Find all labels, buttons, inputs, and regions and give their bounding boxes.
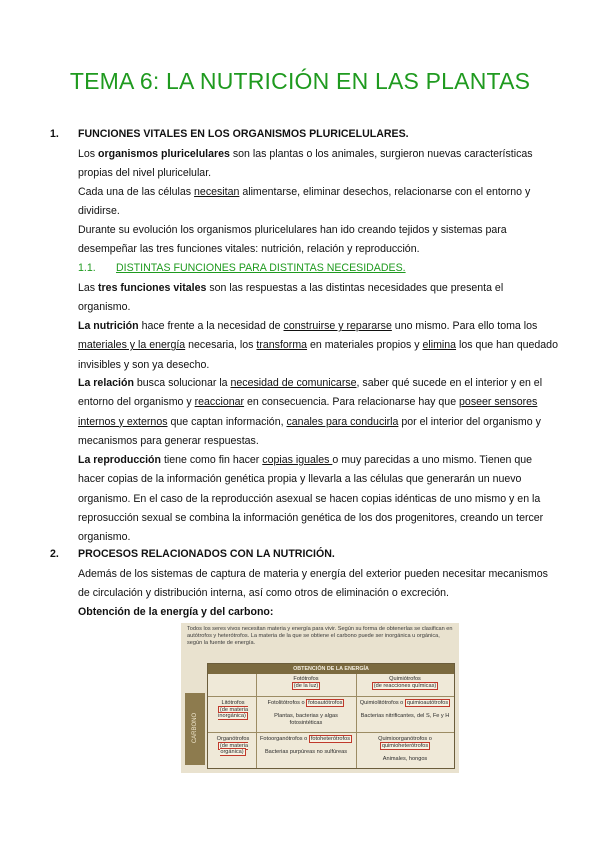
column-header-quimiotrofos: Quimiótrofos (de reacciones químicas) [373, 676, 437, 689]
table-cell: Quimioorganótrofos o quimioheterótrofos Animales, hongos [378, 736, 432, 762]
keyword: tres funciones vitales [98, 282, 207, 294]
divider [208, 696, 454, 697]
section-1-heading [50, 128, 409, 140]
section-2-heading [50, 548, 335, 560]
divider [356, 674, 357, 768]
paragraph-reproduccion: La reproducción tiene como fin hacer copias iguales o muy parecidas a uno mismo. Tienen que hacer copias de la información genética propia y llevarla a las células que generarán un nuevo organismo. En el caso de la reproducción asexual se hacen copias idénticas de uno mismo y en la reprosucción sexual se combina la información genética de los dos progenitores, creando un tercer organismo. [78, 454, 544, 544]
nutrition-table-figure [181, 623, 459, 773]
table-header: OBTENCIÓN DE LA ENERGÍA [208, 664, 454, 674]
figure-caption: Obtención de la energía y del carbono: [78, 606, 274, 618]
section-title: FUNCIONES VITALES EN LOS ORGANISMOS PLURICELULARES. [78, 128, 409, 140]
section-title: PROCESOS RELACIONADOS CON LA NUTRICIÓN. [78, 548, 335, 560]
table-cell: Fotoorganótrofos o fotoheterótrofos Bacterias purpúreas no sulfúreas [259, 736, 351, 755]
paragraph-relacion: La relación busca solucionar la necesidad de comunicarse, saber qué sucede en el interior y en el entorno del organismo y reaccionar en consecuencia. Para relacionarse hay que poseer sensores internos y externos que captan información, canales para conducirla por el interior del organismo y mecanismos para generar respuestas. [78, 377, 543, 447]
figure-intro-text: Todos los seres vivos necesitan materia y energía para vivir. Según su forma de obtenerlas se clasifican en autótrofos y heterótrofos. La materia de la que se obtiene el carbono puede ser inorgánica u orgánica, según la fuente de energía. [187, 626, 453, 647]
table-cell: Fotolitótrofos o fotoautótrofos Plantas, bacterias y algas fotosintéticas [267, 700, 343, 726]
divider [256, 674, 257, 768]
row-label-litotrofos: Litótrofos (de materia inorgánica) [218, 700, 249, 720]
highlight-box: (de materia inorgánica) [218, 706, 249, 720]
divider [208, 732, 454, 733]
paragraph: Durante su evolución los organismos pluricelulares han ido creando tejidos y sistemas para desempeñar las tres funciones vitales: nutrición, relación y reproducción. [78, 224, 507, 256]
underlined-term: necesitan [194, 186, 240, 198]
paragraph-nutricion: La nutrición hace frente a la necesidad de construirse y repararse uno mismo. Para ello toma los materiales y la energía necesaria, los transforma en materiales propios y elimina los que han quedado invisibles y son ya desecho. [78, 320, 558, 371]
keyword: organismos pluricelulares [98, 148, 230, 160]
section-number: 1. [50, 128, 59, 140]
highlight-box: (de materia orgánica) [219, 742, 249, 756]
carbon-side-label: CARBONO [185, 693, 205, 765]
paragraph: Los organismos pluricelulares son las plantas o los animales, surgieron nuevas características propias del nivel pluricelular. [78, 148, 533, 180]
keyword: La nutrición [78, 320, 139, 332]
subsection-heading [78, 262, 406, 274]
paragraph: Cada una de las células necesitan alimentarse, eliminar desechos, relacionarse con el entorno y dividirse. [78, 186, 531, 218]
highlight-box: (de reacciones químicas) [373, 683, 437, 689]
page-title: TEMA 6: LA NUTRICIÓN EN LAS PLANTAS [69, 68, 531, 94]
subsection-title: DISTINTAS FUNCIONES PARA DISTINTAS NECESIDADES. [116, 262, 406, 274]
row-label-organotrofos: Organótrofos (de materia orgánica) [216, 736, 250, 756]
section-number: 2. [50, 548, 59, 560]
energy-carbon-table [207, 663, 455, 769]
subsection-number: 1.1. [78, 262, 96, 274]
keyword: La relación [78, 377, 134, 389]
table-cell: Quimiolitótrofos o quimioautótrofos Bacterias nitrificantes, del S, Fe y H [359, 700, 450, 719]
highlight-box: (de la luz) [293, 683, 319, 689]
paragraph: Las tres funciones vitales son las respuestas a las distintas necesidades que presenta el organismo. [78, 282, 504, 314]
column-header-fototrofos: Fotótrofos (de la luz) [293, 676, 319, 689]
paragraph: Además de los sistemas de captura de materia y energía del exterior pueden necesitar mecanismos de circulación y distribución interna, así como otros de eliminación o excreción. [78, 568, 548, 600]
keyword: La reproducción [78, 454, 161, 466]
